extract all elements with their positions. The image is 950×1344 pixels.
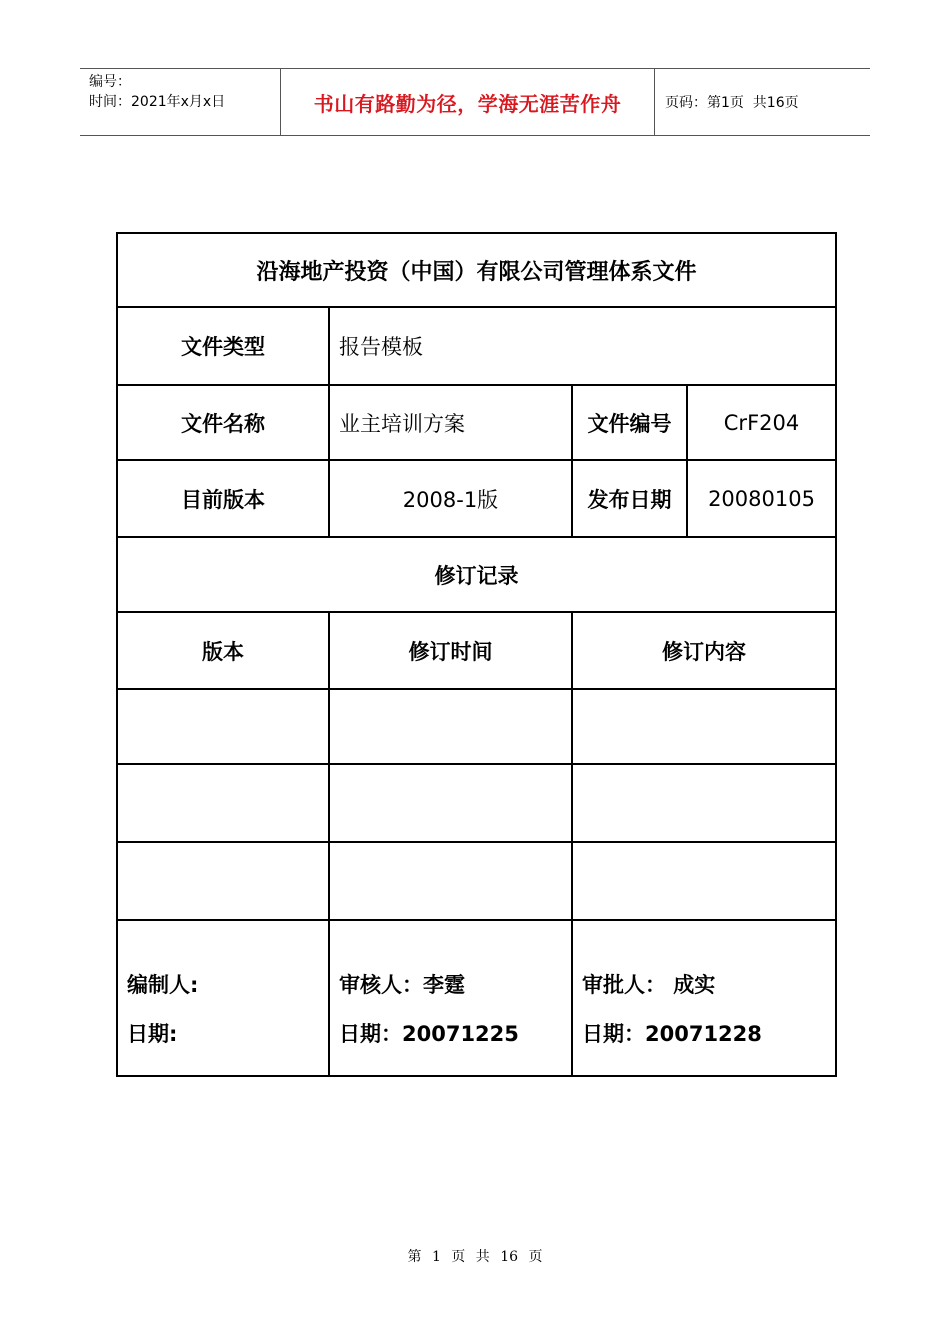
document-title: 沿海地产投资（中国）有限公司管理体系文件	[117, 233, 836, 307]
reviewer-cell	[329, 920, 572, 1076]
file-name-value: 业主培训方案	[329, 385, 572, 460]
revision-row	[117, 842, 836, 920]
file-code-label: 文件编号	[572, 385, 687, 460]
header-time: 时间：2021年x月x日	[89, 94, 226, 110]
revision-cell	[572, 689, 836, 764]
file-code-value: CrF204	[687, 385, 836, 460]
header-number: 编号：	[89, 74, 131, 90]
approver-cell	[572, 920, 836, 1076]
page-header	[80, 68, 870, 136]
file-type-label: 文件类型	[117, 307, 329, 385]
reviewer: 审核人：李霆	[339, 973, 465, 997]
revision-cell	[117, 689, 329, 764]
revision-header-content: 修订内容	[572, 612, 836, 689]
version-label: 目前版本	[117, 460, 329, 537]
revision-cell	[572, 764, 836, 842]
revision-cell	[329, 842, 572, 920]
header-page-info	[655, 69, 870, 135]
reviewer-date: 日期：20071225	[339, 1022, 519, 1046]
release-date-label: 发布日期	[572, 460, 687, 537]
file-type-value: 报告模板	[329, 307, 836, 385]
revision-cell	[117, 842, 329, 920]
prepared-by: 编制人:	[127, 973, 199, 997]
release-date-value: 20080105	[687, 460, 836, 537]
revision-row	[117, 764, 836, 842]
revision-cell	[572, 842, 836, 920]
document-control-table	[116, 232, 837, 1077]
revision-cell	[117, 764, 329, 842]
version-value: 2008-1版	[329, 460, 572, 537]
revision-row	[117, 689, 836, 764]
revision-header-time: 修订时间	[329, 612, 572, 689]
header-meta	[80, 69, 281, 135]
file-name-label: 文件名称	[117, 385, 329, 460]
approver-date: 日期：20071228	[582, 1022, 762, 1046]
revision-cell	[329, 764, 572, 842]
prepared-date: 日期:	[127, 1022, 178, 1046]
page-footer: 第 1 页 共 16 页	[407, 1249, 543, 1265]
header-page-text: 页码：第1页 共16页	[665, 95, 799, 111]
approver: 审批人： 成实	[582, 973, 716, 997]
revision-header-version: 版本	[117, 612, 329, 689]
header-motto: 书山有路勤为径，学海无涯苦作舟	[281, 69, 655, 135]
prepared-by-cell	[117, 920, 329, 1076]
revision-record-title: 修订记录	[117, 537, 836, 612]
revision-cell	[329, 689, 572, 764]
